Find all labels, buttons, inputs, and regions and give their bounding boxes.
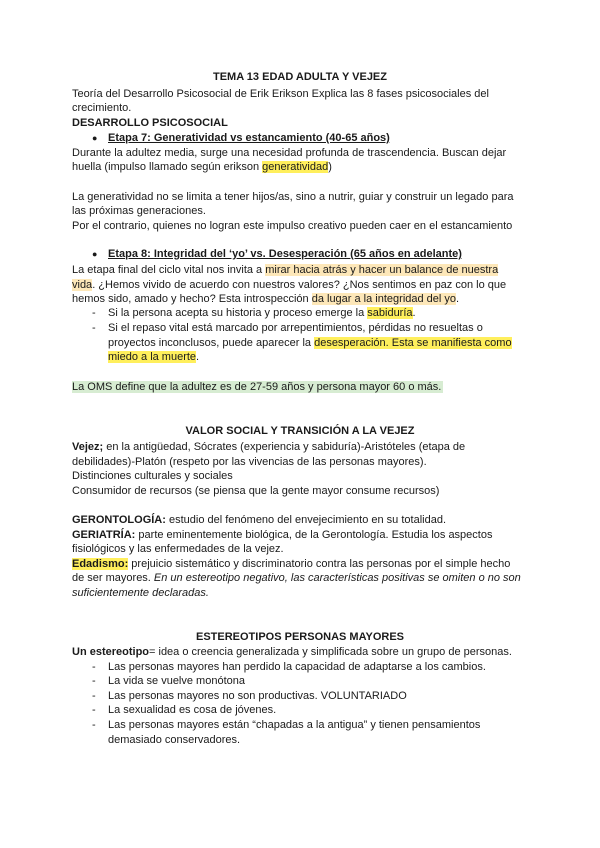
gerontologia-line: GERONTOLOGÍA: estudio del fenómeno del envejecimiento en su totalidad.: [72, 514, 446, 526]
highlight-generatividad: generatividad: [262, 161, 329, 173]
stage8-dash-1: Si la persona acepta su historia y proceso emerge la sabiduría.: [108, 307, 416, 319]
vejez-line-1: Vejez; en la antigüedad, Sócrates (experiencia y sabiduría)-Aristóteles (etapa de: [72, 441, 466, 453]
stage7-para3: Por el contrario, quienes no logran este impulso creativo pueden caer en el estancamiento: [72, 220, 513, 232]
vejez-line-2: debilidades)-Platón (respeto por las vivencias de las personas mayores).: [72, 456, 427, 468]
dash-7: -: [92, 719, 96, 731]
oms-note: [72, 380, 443, 394]
intro-line-1: Teoría del Desarrollo Psicosocial de Erik Erikson Explica las 8 fases psicosociales del: [72, 88, 489, 100]
stage8-dash-2-line-2: proyectos inconclusos, puede aparecer la desesperación. Esta se manifiesta como: [108, 337, 512, 349]
stage8-line-3: hemos sido, amado y hecho? Esta introspección da lugar a la integridad del yo.: [72, 293, 460, 305]
stereotype-item-continuation: demasiado conservadores.: [108, 734, 241, 746]
highlight-oms: La OMS define que la adultez es de 27-59 años y persona mayor 60 o más.: [72, 381, 442, 393]
stereotype-definition: Un estereotipo= idea o creencia generalizada y simplificada sobre un grupo de personas.: [72, 646, 512, 658]
vejez-line-4: Consumidor de recursos (se piensa que la gente mayor consume recursos): [72, 485, 440, 497]
geriatria-line-1: GERIATRÍA: parte eminentemente biológica, de la Gerontología. Estudia los aspectos: [72, 529, 493, 541]
stage7-line-1: Durante la adultez media, surge una necesidad profunda de trascendencia. Buscan dejar: [72, 147, 507, 159]
stage8-line-2: vida. ¿Hemos vivido de acuerdo con nuestros valores? ¿Nos sentimos en paz con lo que: [72, 279, 507, 291]
stage8-title: Etapa 8: Integridad del ‘yo’ vs. Desesperación (65 años en adelante): [108, 248, 462, 260]
stage7-para2-line-1: La generatividad no se limita a tener hijos/as, sino a nutrir, guiar y construir un legado para: [72, 191, 514, 203]
section-title-1: TEMA 13 EDAD ADULTA Y VEJEZ: [213, 71, 387, 83]
highlight-sabiduria: sabiduría: [367, 307, 413, 319]
stage8-dash-2-line-1: Si el repaso vital está marcado por arrepentimientos, pérdidas no resueltas o: [108, 322, 483, 334]
dash-5: -: [92, 690, 96, 702]
stage7-para2-line-2: las próximas generaciones.: [72, 205, 206, 217]
heading-psicosocial: DESARROLLO PSICOSOCIAL: [72, 117, 228, 129]
highlight-desesperacion: desesperación. Esta se manifiesta como: [314, 337, 512, 349]
section-title-2: VALOR SOCIAL Y TRANSICIÓN A LA VEJEZ: [185, 425, 415, 437]
edadismo-line-3: suficientemente declaradas.: [72, 587, 209, 599]
bullet-stage8: ●: [92, 249, 98, 259]
edadismo-line-2: de ser mayores. En un estereotipo negativo, las características positivas se omiten o no son: [72, 572, 521, 584]
stage7-line-2: huella (impulso llamado según erikson generatividad): [72, 161, 332, 173]
dash-3: -: [92, 661, 96, 673]
stereotype-item: Las personas mayores están “chapadas a la antigua” y tienen pensamientos: [108, 719, 481, 731]
dash-1: -: [92, 307, 96, 319]
stereotype-item: Las personas mayores han perdido la capacidad de adaptarse a los cambios.: [108, 661, 486, 673]
highlight-miedo: miedo a la muerte: [108, 351, 197, 363]
geriatria-line-2: fisiológicos y las enfermedades de la vejez.: [72, 543, 284, 555]
highlight-edadismo: Edadismo:: [72, 558, 129, 570]
stereotype-item: La vida se vuelve monótona: [108, 675, 245, 687]
stereotype-item: Las personas mayores no son productivas. VOLUNTARIADO: [108, 690, 407, 702]
intro-line-2: crecimiento.: [72, 102, 132, 114]
vejez-line-3: Distinciones culturales y sociales: [72, 470, 233, 482]
stereotype-item: La sexualidad es cosa de jóvenes.: [108, 704, 277, 716]
stage7-title: Etapa 7: Generatividad vs estancamiento (40-65 años): [108, 132, 390, 144]
bullet-stage7: ●: [92, 133, 98, 143]
highlight-vida: vida: [72, 279, 93, 291]
dash-2: -: [92, 322, 96, 334]
edadismo-line-1: Edadismo: prejuicio sistemático y discriminatorio contra las personas por el simple hecho: [72, 558, 511, 570]
stage8-dash-2-line-3: miedo a la muerte.: [108, 351, 200, 363]
highlight-balance: mirar hacia atrás y hacer un balance de nuestra: [265, 264, 499, 276]
stage8-line-1: La etapa final del ciclo vital nos invita a mirar hacia atrás y hacer un balance de nuestra: [72, 264, 499, 276]
dash-6: -: [92, 704, 96, 716]
highlight-integridad: da lugar a la integridad del yo: [311, 293, 457, 305]
dash-4: -: [92, 675, 96, 687]
section-title-3: ESTEREOTIPOS PERSONAS MAYORES: [195, 631, 405, 643]
